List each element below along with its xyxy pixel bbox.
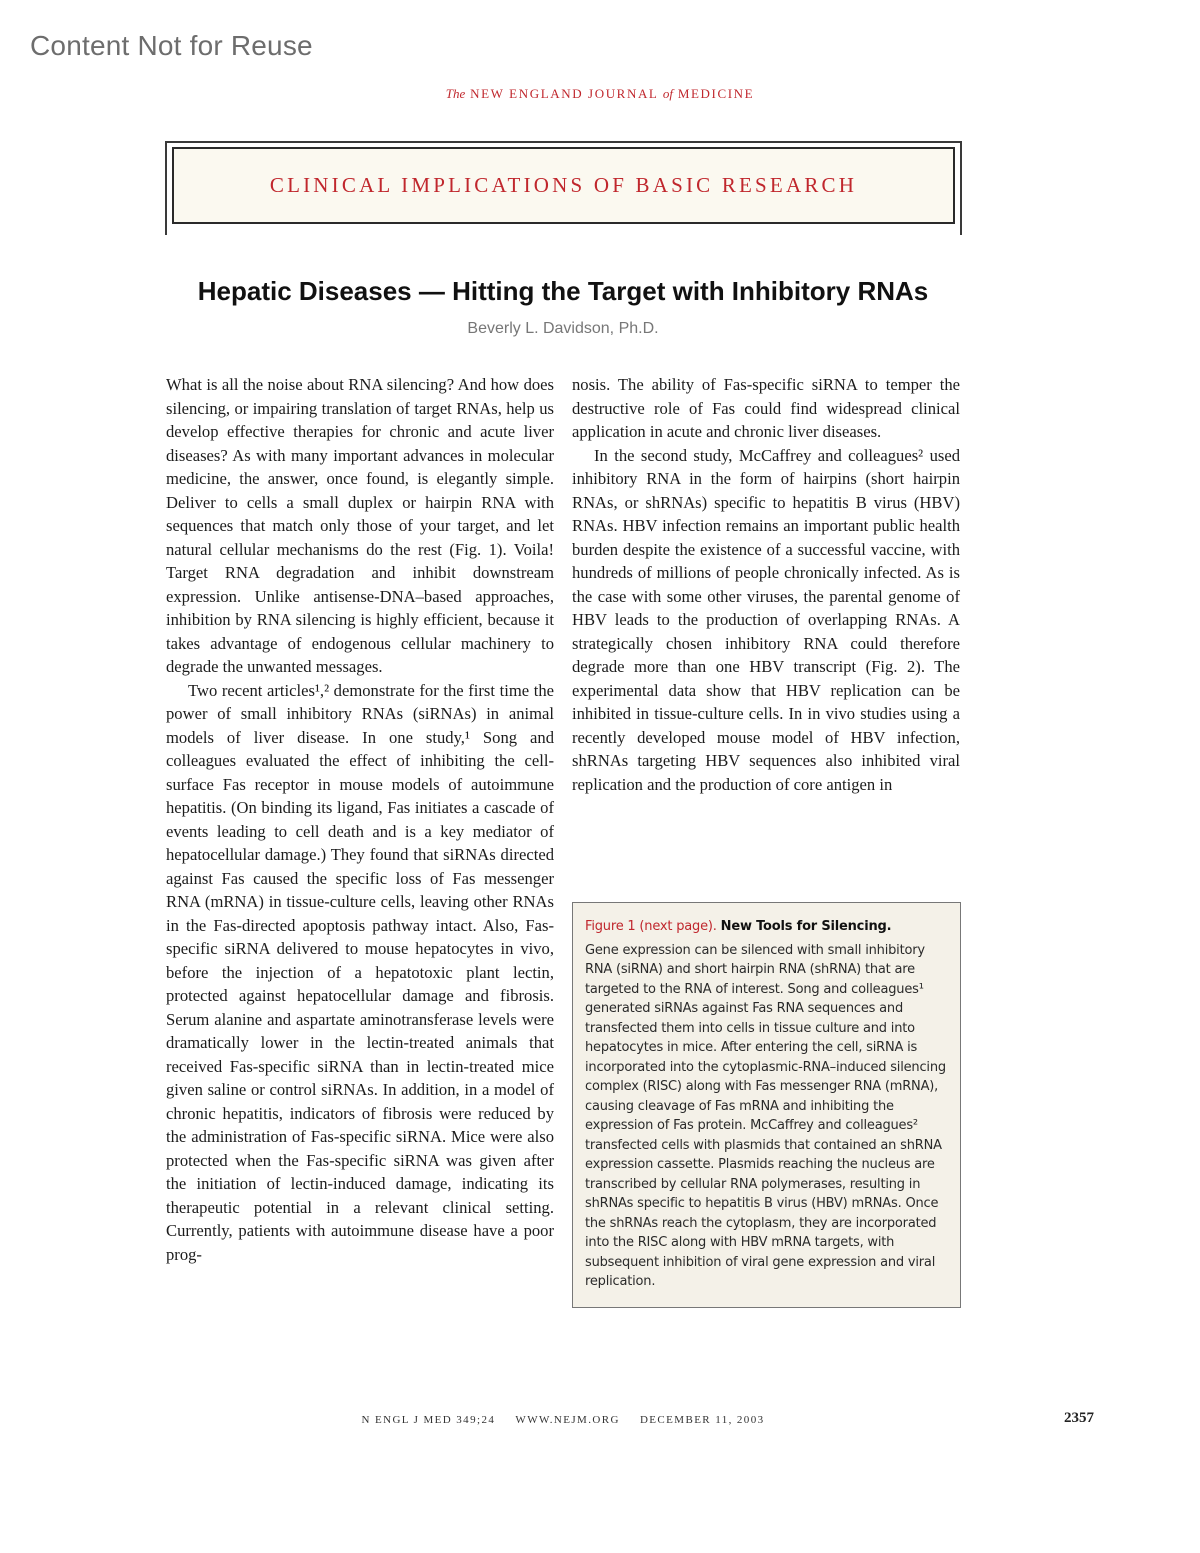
section-banner <box>172 147 955 224</box>
footer-citation: N ENGL J MED 349;24 <box>361 1414 496 1426</box>
body-column-left <box>166 373 554 1266</box>
journal-the: The <box>445 86 466 101</box>
body-paragraph: What is all the noise about RNA silencing? And how does silencing, or impairing translation of target RNAs, help us develop effective therapies for chronic and acute liver diseases? As with many important advances in molecular medicine, the answer, once found, is elegantly simple. Deliver to cells a small duplex or hairpin RNA with sequences that match only those of your target, and let natural cellular mechanisms do the rest (Fig. 1). Voila! Target RNA degradation and inhibit downstream expression. Unlike antisense-DNA–based approaches, inhibition by RNA silencing is highly efficient, because it takes advantage of endogenous cellular machinery to degrade the unwanted messages. <box>166 375 554 676</box>
body-paragraph: Two recent articles¹,² demonstrate for the first time the power of small inhibitory RNAs (siRNAs) in animal models of liver disease. In one study,¹ Song and colleagues evaluated the effect of inhibiting the cell-surface Fas receptor in mouse models of autoimmune hepatitis. (On binding its ligand, Fas initiates a cascade of events leading to cell death and is a key mediator of hepatocellular damage.) They found that siRNAs directed against Fas caused the specific loss of Fas messenger RNA (mRNA) in tissue-culture cells, leaving other RNAs in the Fas-directed apoptosis pathway intact. Also, Fas-specific siRNA delivered to mouse hepatocytes in vivo, before the injection of a hepatotoxic plant lectin, protected against hepatocellular damage and fibrosis. Serum alanine and aspartate aminotransferase levels were dramatically lower in the lectin-treated animals that received Fas-specific siRNA than in lectin-treated mice given saline or control siRNAs. In addition, in a model of chronic hepatitis, indicators of fibrosis were reduced by the administration of Fas-specific siRNA. Mice were also protected when the Fas-specific siRNA was given after the initiation of lectin-induced damage, indicating its therapeutic potential in a relevant clinical setting. Currently, patients with autoimmune disease have a poor prog- <box>166 680 554 1264</box>
journal-header <box>0 86 1200 102</box>
section-heading: CLINICAL IMPLICATIONS OF BASIC RESEARCH <box>269 173 858 197</box>
journal-name-part1: NEW ENGLAND JOURNAL <box>470 86 658 101</box>
figure-caption-heading <box>585 917 948 937</box>
body-column-right <box>572 373 960 796</box>
figure-caption-label: Figure 1 (next page). <box>585 919 717 934</box>
footer-website: WWW.NEJM.ORG <box>515 1414 620 1426</box>
figure-caption-text: Gene expression can be silenced with small inhibitory RNA (siRNA) and short hairpin RNA (shRNA) that are targeted to the RNA of interest. Song and colleagues¹ generated siRNAs against Fas RNA sequences and transfected them into cells in tissue culture and into hepatocytes in mice. After entering the cell, siRNA is incorporated into the cytoplasmic-RNA–induced silencing complex (RISC) along with Fas messenger RNA (mRNA), causing cleavage of Fas mRNA and inhibiting the expression of Fas protein. McCaffrey and colleagues² transfected cells with plasmids that contained an shRNA expression cassette. Plasmids reaching the nucleus are transcribed by cellular RNA polymerases, resulting in shRNAs specific to hepatitis B virus (HBV) mRNAs. Once the shRNAs reach the cytoplasm, they are incorporated into the RISC along with HBV mRNA targets, with subsequent inhibition of viral gene expression and viral replication. <box>585 942 946 1289</box>
figure-caption-box <box>572 902 961 1308</box>
page-number: 2357 <box>1064 1410 1094 1426</box>
figure-caption-title: New Tools for Silencing. <box>720 919 892 934</box>
page-footer <box>0 1414 1126 1426</box>
watermark: Content Not for Reuse <box>30 30 313 61</box>
journal-name-part2: MEDICINE <box>677 86 755 101</box>
article-author: Beverly L. Davidson, Ph.D. <box>467 320 659 337</box>
body-paragraph: nosis. The ability of Fas-specific siRNA to temper the destructive role of Fas could find widespread clinical application in acute and chronic liver diseases. <box>572 375 960 441</box>
body-paragraph: In the second study, McCaffrey and colleagues² used inhibitory RNA in the form of hairpins (short hairpin RNAs, or shRNAs) specific to hepatitis B virus (HBV) RNAs. HBV infection remains an important public health burden despite the existence of a successful vaccine, with hundreds of millions of people chronically infected. As is the case with some other viruses, the parental genome of HBV leads to the production of overlapping RNAs. A strategically chosen inhibitory RNA could therefore degrade more than one HBV transcript (Fig. 2). The experimental data show that HBV replication can be inhibited in tissue-culture cells. In in vivo studies using a recently developed mouse model of HBV infection, shRNAs targeting HBV sequences also inhibited viral replication and the production of core antigen in <box>572 445 960 794</box>
footer-date: DECEMBER 11, 2003 <box>639 1414 765 1426</box>
article-title: Hepatic Diseases — Hitting the Target with Inhibitory RNAs <box>197 276 929 306</box>
journal-of: of <box>662 86 673 101</box>
